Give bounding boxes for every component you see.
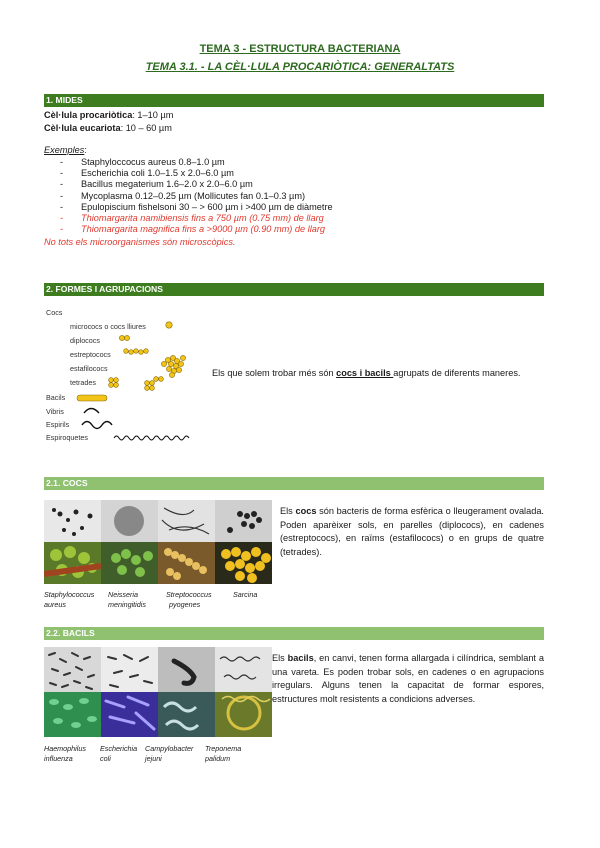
- procariota-value: : 1–10 µm: [132, 110, 174, 120]
- list-item: - Bacillus megaterium 1.6–2.0 x 2.0–6.0 µm: [60, 179, 333, 190]
- label-micrococs: micrococs o cocs lliures: [70, 322, 146, 331]
- list-item: - Staphyloccocus aureus 0.8–1.0 µm: [60, 157, 333, 168]
- cocs-micrograph-panel: [44, 500, 272, 584]
- list-item: - Epulopiscium fishelsoni 30 – > 600 µm i >400 µm de diàmetre: [60, 202, 333, 213]
- formes-description: [212, 367, 520, 379]
- label-tetrades: tetrades: [70, 378, 96, 387]
- label-diplococs: diplococs: [70, 336, 100, 345]
- formes-text-emph: cocs i bacils: [336, 368, 394, 378]
- caption-neisseria: Neisseria meningitidis: [108, 590, 146, 609]
- cocs-text-2: són bacteris de forma esfèrica o lleugerament ovalada. Poden aparèixer sols, en parelles (diplococs), en cadenes (estreptococs), en raïms (estafilococs) o en grups de quatre (tetrades).: [280, 506, 544, 557]
- label-bacils: Bacils: [46, 393, 66, 402]
- section-heading-bacils: 2.2. BACILS: [44, 627, 544, 640]
- label-estreptococs: estreptococs: [70, 350, 111, 359]
- section-heading-mides: 1. MIDES: [44, 94, 544, 107]
- eucariota-line: [44, 122, 172, 134]
- procariota-line: [44, 109, 173, 121]
- procariota-label: Cèl·lula procariòtica: [44, 110, 133, 120]
- caption-sarcina: Sarcina: [233, 590, 258, 599]
- examples-list: [60, 157, 333, 235]
- bacils-micrograph-panel: [44, 647, 272, 737]
- cocs-micrographs-icon: [44, 500, 272, 584]
- bacteria-shapes-figure: [44, 303, 202, 445]
- caption-haemophilus: Haemophilus influenza: [44, 744, 86, 763]
- cocs-text-1: Els: [280, 506, 296, 516]
- formes-text-before: Els que solem trobar més són: [212, 368, 337, 378]
- label-espiroquetes: Espiroquetes: [46, 433, 88, 442]
- list-item: - Mycoplasma 0.12–0.25 µm (Mollicutes fan 0.1–0.3 µm): [60, 191, 333, 202]
- caption-staphylococcus: Staphylococcus aureus: [44, 590, 95, 609]
- list-item: - Thiomargarita namibiensis fins a 750 µm (0.75 mm) de llarg: [60, 213, 333, 224]
- formes-text-after: agrupats de diferents maneres.: [393, 368, 521, 378]
- label-vibris: Vibris: [46, 407, 64, 416]
- section-heading-cocs: 2.1. COCS: [44, 477, 544, 490]
- label-espirils: Espirils: [46, 420, 70, 429]
- caption-escherichia: Escherichia coli: [100, 744, 138, 763]
- document-title: TEMA 3 - ESTRUCTURA BACTERIANA: [199, 43, 401, 55]
- bacils-text-bold: bacils: [287, 653, 314, 663]
- examples-colon: :: [84, 145, 87, 155]
- microorganisms-note: No tots els microorganismes són microscòpics.: [44, 237, 236, 247]
- label-estafilococs: estafilococs: [70, 364, 108, 373]
- document-subtitle: TEMA 3.1. - LA CÈL·LULA PROCARIÒTICA: GENERALTATS: [145, 61, 455, 73]
- eucariota-value: : 10 – 60 µm: [120, 123, 172, 133]
- list-item: - Thiomargarita magnifica fins a >9000 µm (0.90 mm) de llarg: [60, 224, 333, 235]
- label-cocs: Cocs: [46, 308, 63, 317]
- cocs-description: [280, 505, 544, 559]
- bacils-description: [272, 652, 544, 706]
- examples-heading: [44, 144, 87, 156]
- bacils-micrographs-icon: [44, 647, 272, 737]
- section-heading-formes: 2. FORMES I AGRUPACIONS: [44, 283, 544, 296]
- cocs-text-bold: cocs: [295, 506, 317, 516]
- list-item: - Escherichia coli 1.0–1.5 x 2.0–6.0 µm: [60, 168, 333, 179]
- caption-campylobacter: Campylobacter jejuni: [145, 744, 194, 763]
- caption-streptococcus: Streptococcus pyogenes: [166, 590, 212, 609]
- bacils-text-1: Els: [272, 653, 288, 663]
- examples-label: Exemples: [44, 145, 85, 155]
- bacils-text-2: , en canvi, tenen forma allargada i cilíndrica, semblant a una vareta. Es poden trobar sols, en cadenes o en agrupacions irregulars. Alguns tenen la capacitat de formar espores, estructures molt resistents a condicions adverses.: [272, 653, 544, 704]
- caption-treponema: Treponema palidum: [205, 744, 242, 763]
- eucariota-label: Cèl·lula eucariota: [44, 123, 121, 133]
- coccus-shapes-icon: [44, 303, 202, 445]
